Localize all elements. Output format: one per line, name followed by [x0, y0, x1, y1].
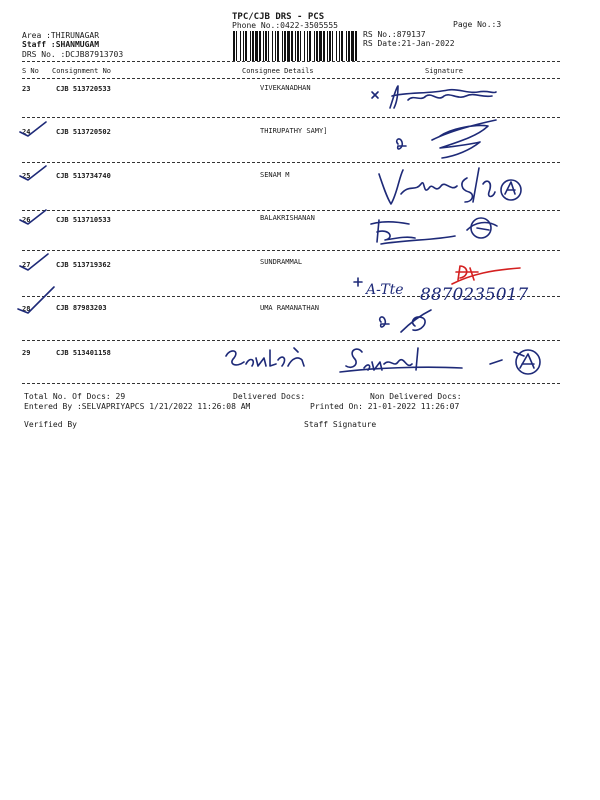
column-header-consignee: Consignee Details	[242, 67, 314, 75]
tick-mark	[18, 120, 48, 140]
column-header-consignment: Consignment No	[52, 67, 112, 75]
row-consignee: UMA RAMANATHAN	[260, 304, 320, 312]
row-sno: 29	[22, 349, 31, 357]
tick-mark	[18, 164, 48, 184]
column-header-signature: Signature	[425, 67, 463, 75]
printed-on: Printed On: 21-01-2022 11:26:07	[310, 402, 460, 411]
verified-by-label: Verified By	[24, 420, 77, 429]
row-consignment: CJB 513719362	[56, 261, 111, 269]
entered-by: Entered By :SELVAPRIYAPCS 1/21/2022 11:26:08 AM	[24, 402, 251, 411]
delivered-docs: Delivered Docs:	[233, 392, 306, 401]
tick-mark	[18, 208, 48, 228]
row-consignment: CJB 513710533	[56, 216, 111, 224]
rs-date: RS Date:21-Jan-2022	[363, 39, 455, 48]
row-sno: 26	[22, 216, 31, 224]
row-consignee: THIRUPATHY SAMY]	[260, 127, 328, 135]
row-sno: 23	[22, 85, 31, 93]
divider	[22, 78, 560, 79]
row-sno: 25	[22, 172, 31, 180]
column-header-sno: S No	[22, 67, 39, 75]
row-consignee: VIVEKANADHAN	[260, 84, 311, 92]
drs-number: DRS No. :DCJB87913703	[22, 50, 124, 59]
row-sno: 24	[22, 128, 31, 136]
area-label: Area :THIRUNAGAR	[22, 31, 100, 40]
signature-row-27	[352, 262, 562, 304]
signature-row-23	[368, 80, 508, 112]
row-divider	[22, 162, 560, 163]
handwritten-phone: 8870235017	[420, 285, 529, 305]
row-consignee: SENAM M	[260, 171, 290, 179]
handwritten-note: A-Tte	[366, 282, 404, 298]
tick-mark	[18, 252, 48, 274]
row-consignment: CJB 87983203	[56, 304, 107, 312]
staff-signature-label: Staff Signature	[304, 420, 377, 429]
signature-row-28	[375, 306, 445, 340]
divider	[22, 61, 560, 62]
tick-mark	[16, 285, 56, 315]
signature-row-24	[392, 118, 502, 160]
non-delivered-docs: Non Delivered Docs:	[370, 392, 462, 401]
row-consignment: CJB 513401158	[56, 349, 111, 357]
row-consignment: CJB 513720502	[56, 128, 111, 136]
row-sno: 27	[22, 261, 31, 269]
row-consignment: CJB 513734740	[56, 172, 111, 180]
signature-row-25	[375, 164, 525, 210]
phone-number: Phone No.:0422-3505555	[232, 21, 338, 30]
row-consignee: BALAKRISHANAN	[260, 214, 315, 222]
rs-number: RS No.:879137	[363, 30, 426, 39]
page-number: Page No.:3	[453, 20, 502, 29]
total-docs: Total No. Of Docs: 29	[24, 392, 126, 401]
staff-label: Staff :SHANMUGAM	[22, 40, 100, 49]
signature-row-26	[365, 210, 515, 250]
row-consignee: SUNDRAMMAL	[260, 258, 303, 266]
barcode	[231, 31, 361, 61]
row-consignment: CJB 513720533	[56, 85, 111, 93]
signature-row-29	[222, 342, 562, 378]
row-divider	[22, 250, 560, 251]
row-sno: 28	[22, 305, 31, 313]
document-title: TPC/CJB DRS - PCS	[232, 12, 325, 22]
row-divider	[22, 340, 560, 341]
row-divider	[22, 383, 560, 384]
